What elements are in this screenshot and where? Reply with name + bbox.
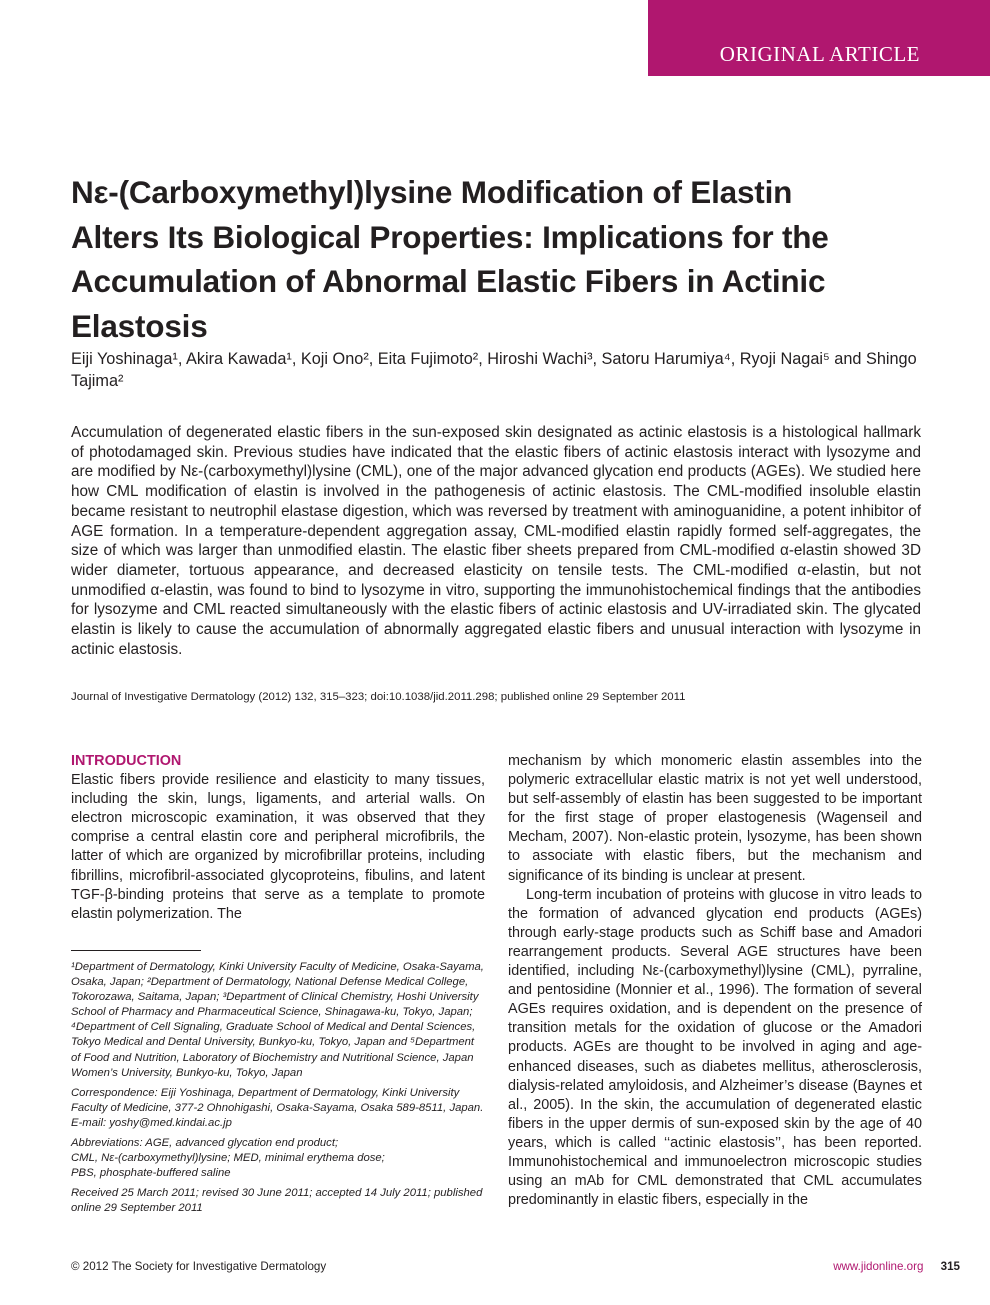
copyright-footer: © 2012 The Society for Investigative Dermatology [71, 1260, 327, 1273]
left-column [71, 752, 485, 924]
author-list: Eiji Yoshinaga¹, Akira Kawada¹, Koji Ono², Eita Fujimoto², Hiroshi Wachi³, Satoru Harumiya⁴, Ryoji Nagai⁵ and Shingo Tajima² [71, 350, 917, 390]
body-paragraph: Long-term incubation of proteins with glucose in vitro leads to the formation of advanced glycation end products (AGEs) through early-stage products such as Schiff base and Amadori rearrangement products. Several AGE structures have been identified, including Nε-(carboxymethyl)lysine (CML), pyrraline, and pentosidine (Monnier et al., 1996). The formation of several AGEs requires oxidation, and is dependent on the presence of transition metals for the oxidation of glucose or the Amadori products. AGEs are thought to be involved in aging and age-enhanced diseases, such as diabetes mellitus, atherosclerosis, dialysis-related amyloidosis, and Alzheimer’s disease (Baynes et al., 2005). In the skin, the accumulation of degenerated elastic fibers in the upper dermis of sun-exposed skin by the age of 40 years, which is called ‘‘actinic elastosis’’, has been reported. Immunohistochemical and immunoelectron microscopic studies using an mAb for CML demonstrated that CML accumulates predominantly in elastic fibers, especially in the [508, 886, 922, 1209]
abbreviations-note [71, 1136, 485, 1181]
abstract: Accumulation of degenerated elastic fibers in the sun-exposed skin designated as actinic elastosis is a histological hallmark of photodamaged skin. Previous studies have indicated that the elastic fibers of actinic elastosis interact with lysozyme and are modified by Nε-(carboxymethyl)lysine (CML), one of the major advanced glycation end products (AGEs). We studied here how CML modification of elastin is involved in the pathogenesis of actinic elastosis. The CML-modified insoluble elastin became resistant to neutrophil elastase digestion, which was reversed by treatment with aminoguanidine, a potent inhibitor of AGE formation. In a temperature-dependent aggregation assay, CML-modified elastin rapidly formed self-aggregates, the size of which was larger than unmodified elastin. The elastic fiber sheets prepared from CML-modified α-elastin showed 3D wider diameter, tortuous appearance, and decreased elasticity on tensile tests. The CML-modified α-elastin, but not unmodified α-elastin, was found to bind to lysozyme in vitro, supporting the immunohistochemical findings that the antibodies for lysozyme and CML reacted simultaneously with the elastic fibers of actinic elastosis and UV-irradiated skin. The glycated elastin is likely to cause the accumulation of abnormally aggregated elastic fibers and unusual interaction with lysozyme in actinic elastosis. [71, 424, 921, 658]
body-paragraph: mechanism by which monomeric elastin assembles into the polymeric extracellular elastic matrix is not yet well understood, but self-assembly of elastin has been suggested to be important for the first stage of proper elastogenesis (Wagenseil and Mecham, 2007). Non-elastic protein, lysozyme, has been shown to associate with elastic fibers, but the mechanism and significance of its binding is unclear at present. [508, 753, 922, 884]
abbreviations-line: CML, Nε-(carboxymethyl)lysine; MED, minimal erythema dose; [71, 1152, 385, 1165]
abbreviations-line: Abbreviations: AGE, advanced glycation end product; [71, 1137, 339, 1150]
footnotes [71, 960, 485, 1222]
title-line: Elastosis [71, 307, 208, 344]
article-title [71, 170, 931, 348]
correspondence-note: Correspondence: Eiji Yoshinaga, Department of Dermatology, Kinki University Faculty of Medicine, 377-2 Ohnohigashi, Osaka-Sayama, Osaka 589-8511, Japan. E-mail: yoshy@med.kindai.ac.jp [71, 1086, 484, 1129]
article-type-banner [648, 0, 990, 76]
title-line: Alters Its Biological Properties: Implications for the [71, 218, 829, 255]
page-footer [833, 1260, 960, 1273]
title-line: Nε-(Carboxymethyl)lysine Modification of Elastin [71, 174, 793, 210]
journal-website-link[interactable]: www.jidonline.org [833, 1260, 924, 1273]
body-paragraph: Elastic fibers provide resilience and elasticity to many tissues, including the skin, lungs, ligaments, and arterial walls. On electron microscopic examination, it was observed that they comprise a central elastin core and peripheral microfibrils, the latter of which are organized by microfibrillar proteins, including fibrillins, microfibril-associated glycoproteins, fibulins, and latent TGF-β-binding proteins that serve as a template to promote elastin polymerization. The [71, 772, 485, 922]
article-type-label: ORIGINAL ARTICLE [719, 42, 920, 66]
page-number: 315 [940, 1260, 960, 1273]
title-line: Accumulation of Abnormal Elastic Fibers in Actinic [71, 263, 826, 299]
section-heading-introduction: INTRODUCTION [71, 753, 182, 769]
received-dates-note: Received 25 March 2011; revised 30 June 2011; accepted 14 July 2011; published online 29 September 2011 [71, 1187, 483, 1215]
abbreviations-line: PBS, phosphate-buffered saline [71, 1167, 231, 1180]
journal-citation: Journal of Investigative Dermatology (2012) 132, 315–323; doi:10.1038/jid.2011.298; published online 29 September 2011 [71, 691, 686, 703]
footnote-divider [71, 950, 201, 951]
right-column [508, 752, 922, 1210]
affiliations-note: ¹Department of Dermatology, Kinki University Faculty of Medicine, Osaka-Sayama, Osaka, Japan; ²Department of Dermatology, National Defense Medical College, Tokorozawa, Saitama, Japan; ³Department of Clinical Chemistry, Hoshi University School of Pharmacy and Pharmaceutical Science, Shinagawa-ku, Tokyo, Japan; ⁴Department of Cell Signaling, Graduate School of Medical and Dental Sciences, Tokyo Medical and Dental University, Bunkyo-ku, Tokyo, Japan and ⁵Department of Food and Nutrition, Laboratory of Biochemistry and Nutritional Science, Japan Women’s University, Bunkyo-ku, Tokyo, Japan [71, 961, 484, 1079]
